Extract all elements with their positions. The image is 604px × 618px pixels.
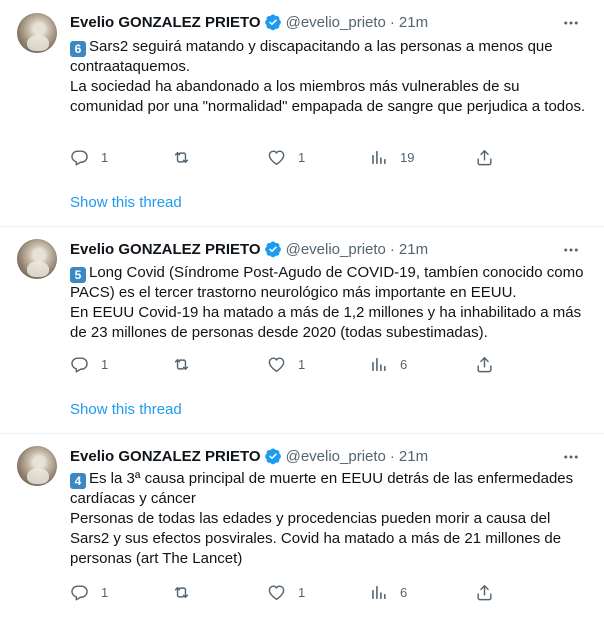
separator-dot: · (389, 240, 395, 258)
author-name[interactable]: Evelio GONZALEZ PRIETO (70, 240, 261, 258)
reply-button[interactable] (70, 354, 108, 374)
like-count: 1 (298, 149, 306, 165)
tweet-text (70, 469, 590, 569)
author-name[interactable]: Evelio GONZALEZ PRIETO (70, 447, 261, 465)
analytics-bars-icon (369, 148, 388, 167)
avatar[interactable] (17, 446, 57, 486)
view-count: 6 (400, 584, 408, 600)
reply-count: 1 (101, 149, 109, 165)
author-handle[interactable]: @evelio_prieto (285, 447, 386, 465)
like-count: 1 (298, 584, 306, 600)
tweet-actions (70, 582, 500, 602)
more-options-icon[interactable] (562, 241, 580, 259)
tweet-timestamp[interactable]: 21m (398, 447, 429, 465)
tweet-paragraph: Es la 3ª causa principal de muerte en EEUU detrás de las enfermedades cardíacas y cáncer (70, 470, 574, 507)
reply-icon (70, 583, 89, 602)
analytics-button[interactable] (369, 354, 407, 374)
verified-badge-icon (264, 447, 282, 465)
separator-dot: · (389, 447, 395, 465)
tweet-header (70, 12, 428, 32)
author-handle[interactable]: @evelio_prieto (285, 13, 386, 31)
more-options-icon[interactable] (562, 448, 580, 466)
analytics-button[interactable] (369, 147, 414, 167)
like-button[interactable] (267, 582, 305, 602)
analytics-bars-icon (369, 355, 388, 374)
avatar[interactable] (17, 13, 57, 53)
analytics-button[interactable] (369, 582, 407, 602)
retweet-button[interactable] (172, 147, 203, 167)
tweet-paragraph: Long Covid (Síndrome Post-Agudo de COVID-19, tambíen conocido como PACS) es el tercer trastorno neurológico más importante en EEUU. (70, 264, 584, 301)
reply-icon (70, 355, 89, 374)
like-count: 1 (298, 356, 306, 372)
tweet-paragraph: En EEUU Covid-19 ha matado a más de 1,2 millones y ha inhabilitado a más de 23 millones de personas desde 2020 (todas subestimadas). (70, 304, 582, 341)
tweet-header (70, 446, 428, 466)
like-button[interactable] (267, 147, 305, 167)
reply-count: 1 (101, 584, 109, 600)
author-name[interactable]: Evelio GONZALEZ PRIETO (70, 13, 261, 31)
share-button[interactable] (475, 147, 494, 167)
tweet-paragraph: La sociedad ha abandonado a los miembros más vulnerables de su comunidad por una "normalidad" empapada de sangre que perjudica a todos. (70, 78, 586, 115)
retweet-icon (172, 583, 191, 602)
tweet-paragraph: Sars2 seguirá matando y discapacitando a las personas a menos que contraataquemos. (70, 38, 553, 75)
tweet-text (70, 263, 590, 343)
separator-dot: · (389, 13, 395, 31)
reply-button[interactable] (70, 582, 108, 602)
tweet-text (70, 37, 590, 117)
retweet-button[interactable] (172, 582, 203, 602)
heart-icon (267, 355, 286, 374)
tweet-paragraph: Personas de todas las edades y procedencias pueden morir a causa del Sars2 y sus efectos posvirales. Covid ha matado a más de 21 millones de personas (art The Lancet) (70, 510, 562, 567)
heart-icon (267, 583, 286, 602)
share-button[interactable] (475, 354, 494, 374)
retweet-icon (172, 148, 191, 167)
tweet-timestamp[interactable]: 21m (398, 240, 429, 258)
keycap-number-icon: 5 (70, 267, 86, 283)
tweet[interactable] (0, 227, 604, 433)
share-icon (475, 583, 494, 602)
avatar[interactable] (17, 239, 57, 279)
show-thread-link[interactable]: Show this thread (70, 194, 182, 211)
share-icon (475, 148, 494, 167)
tweet-header (70, 239, 428, 259)
like-button[interactable] (267, 354, 305, 374)
analytics-bars-icon (369, 583, 388, 602)
verified-badge-icon (264, 13, 282, 31)
view-count: 19 (400, 149, 415, 165)
share-icon (475, 355, 494, 374)
author-handle[interactable]: @evelio_prieto (285, 240, 386, 258)
show-thread-link[interactable]: Show this thread (70, 401, 182, 418)
view-count: 6 (400, 356, 408, 372)
reply-icon (70, 148, 89, 167)
tweet-actions (70, 354, 500, 374)
heart-icon (267, 148, 286, 167)
share-button[interactable] (475, 582, 494, 602)
retweet-icon (172, 355, 191, 374)
tweet[interactable] (0, 434, 604, 618)
retweet-button[interactable] (172, 354, 203, 374)
keycap-number-icon: 6 (70, 41, 86, 57)
keycap-number-icon: 4 (70, 473, 86, 489)
tweet-timestamp[interactable]: 21m (398, 13, 429, 31)
tweet-actions (70, 147, 500, 167)
reply-count: 1 (101, 356, 109, 372)
verified-badge-icon (264, 240, 282, 258)
more-options-icon[interactable] (562, 14, 580, 32)
tweet[interactable] (0, 0, 604, 233)
reply-button[interactable] (70, 147, 108, 167)
